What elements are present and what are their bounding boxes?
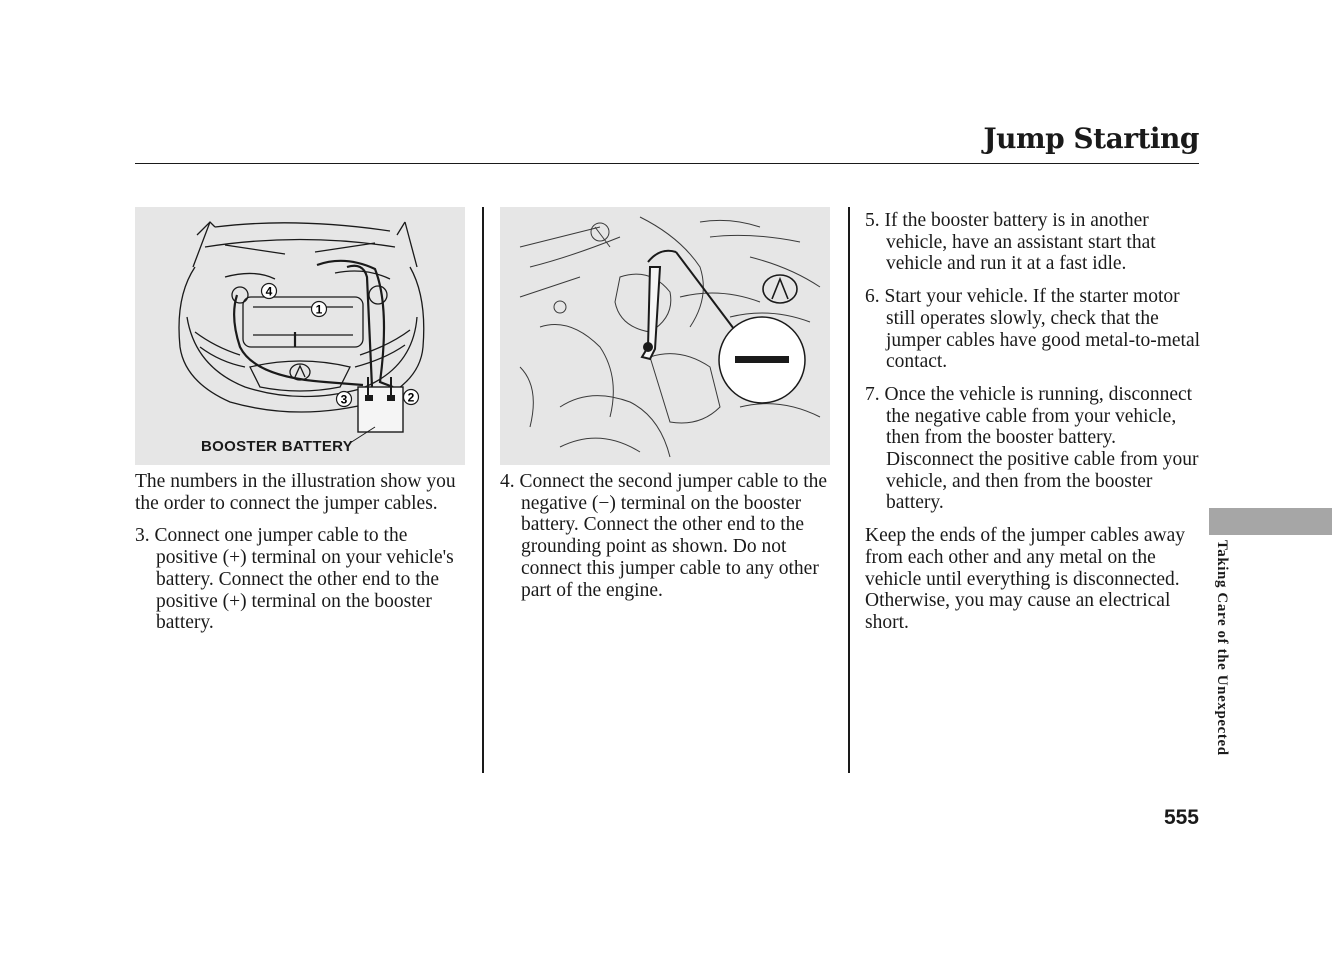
engine-ground-point-illustration	[500, 207, 830, 465]
acura-logo-icon	[763, 275, 797, 303]
step-3: 3. Connect one jumper cable to the positive (+) terminal on your vehicle's battery. Connect the other end to the positive (+) terminal on the booster battery.	[135, 525, 454, 634]
header-rule	[135, 163, 1199, 164]
booster-battery-figure	[135, 207, 465, 465]
column-3	[865, 210, 1201, 645]
section-title: Taking Care of the Unexpected	[1214, 540, 1230, 756]
booster-battery-icon	[350, 377, 403, 443]
page-number: 555	[1163, 806, 1199, 829]
car-engine-bay-illustration	[135, 207, 465, 465]
booster-battery-label: BOOSTER BATTERY	[201, 438, 354, 455]
page-title: Jump Starting	[983, 122, 1199, 155]
marker-4: 4	[265, 284, 273, 299]
column-1	[135, 471, 467, 645]
intro-paragraph: The numbers in the illustration show you the order to connect the jumper cables.	[135, 471, 456, 514]
column-divider-2	[848, 207, 850, 773]
jumper-cable-icon	[234, 261, 393, 387]
grounding-point-figure	[500, 207, 830, 465]
column-2	[500, 471, 830, 612]
section-tab	[1209, 508, 1332, 535]
warning-note: Keep the ends of the jumper cables away from each other and any metal on the vehicle until everything is disconnected. Otherwise, you may cause an electrical short.	[865, 525, 1185, 633]
step-6: 6. Start your vehicle. If the starter motor still operates slowly, check that the jumper cables have good metal-to-metal contact.	[865, 286, 1201, 373]
step-4: 4. Connect the second jumper cable to the negative (−) terminal on the booster battery. Connect the other end to the grounding point as shown. Do not connect this jumper cable to any other part of the engine.	[500, 471, 828, 601]
step-7: 7. Once the vehicle is running, disconnect the negative cable from your vehicle, then from the booster battery. Disconnect the positive cable from your vehicle, and then from the booster battery.	[865, 383, 1199, 514]
negative-terminal-symbol	[719, 317, 805, 403]
column-divider-1	[482, 207, 484, 773]
marker-1: 1	[315, 302, 323, 317]
step-5: 5. If the booster battery is in another vehicle, have an assistant start that vehicle and run it at a fast idle.	[865, 210, 1156, 275]
marker-2: 2	[407, 390, 415, 405]
marker-3: 3	[340, 392, 348, 407]
